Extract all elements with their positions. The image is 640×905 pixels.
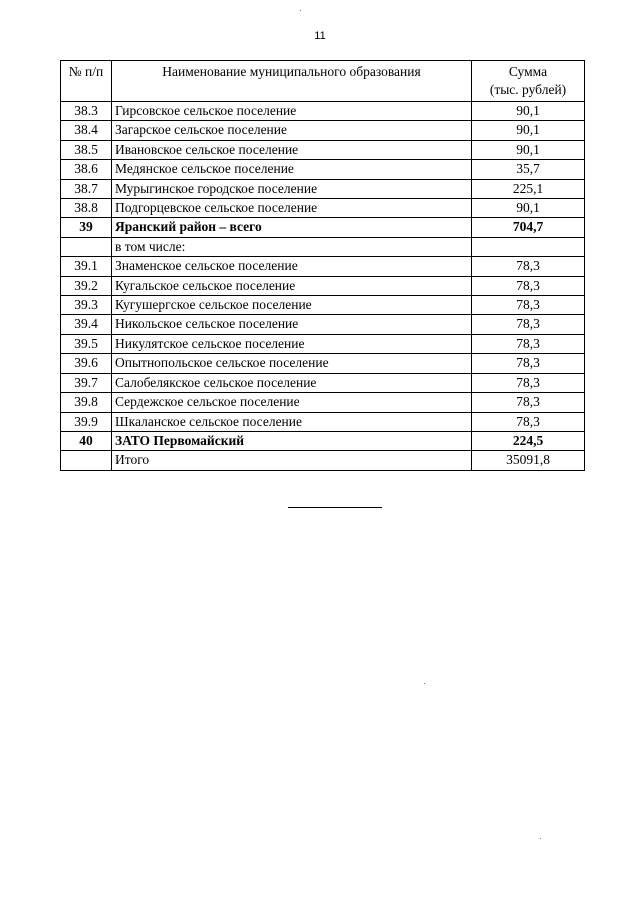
- header-sum-title: Сумма: [508, 64, 548, 79]
- row-sum: 225,1: [472, 179, 585, 198]
- row-municipality-name: ЗАТО Первомайский: [112, 431, 472, 450]
- row-number: 38.7: [61, 179, 112, 198]
- allocation-table: [60, 60, 585, 471]
- table-row: [61, 296, 585, 315]
- table-row: [61, 121, 585, 140]
- table-body: [61, 102, 585, 471]
- row-number: 39: [61, 218, 112, 237]
- row-municipality-name: Знаменское сельское поселение: [112, 257, 472, 276]
- row-sum: 90,1: [472, 199, 585, 218]
- table-row: [61, 334, 585, 353]
- row-sum: 90,1: [472, 121, 585, 140]
- table-row: [61, 140, 585, 159]
- table-row: [61, 218, 585, 237]
- table-row: [61, 237, 585, 256]
- table-row: [61, 276, 585, 295]
- row-number: 38.3: [61, 102, 112, 121]
- row-number: 39.5: [61, 334, 112, 353]
- row-sum: [472, 237, 585, 256]
- row-sum: 78,3: [472, 257, 585, 276]
- row-sum: 78,3: [472, 412, 585, 431]
- table-row: [61, 354, 585, 373]
- table-row: [61, 199, 585, 218]
- row-number: 39.6: [61, 354, 112, 373]
- row-number: 38.5: [61, 140, 112, 159]
- row-municipality-name: в том числе:: [112, 237, 472, 256]
- row-municipality-name: Салобелякское сельское поселение: [112, 373, 472, 392]
- scan-speck: [300, 10, 301, 11]
- row-municipality-name: Итого: [112, 451, 472, 470]
- row-municipality-name: Кугушергское сельское поселение: [112, 296, 472, 315]
- row-municipality-name: Никулятское сельское поселение: [112, 334, 472, 353]
- row-sum: 78,3: [472, 315, 585, 334]
- header-number: № п/п: [61, 61, 112, 102]
- header-sum: [472, 61, 585, 102]
- page-number: 11: [314, 30, 326, 42]
- closing-rule: [288, 507, 382, 508]
- row-municipality-name: Сердежское сельское поселение: [112, 393, 472, 412]
- row-number: 39.2: [61, 276, 112, 295]
- row-number: [61, 237, 112, 256]
- table-row: [61, 431, 585, 450]
- row-sum: 78,3: [472, 354, 585, 373]
- row-municipality-name: Подгорцевское сельское поселение: [112, 199, 472, 218]
- table-row: [61, 179, 585, 198]
- row-municipality-name: Мурыгинское городское поселение: [112, 179, 472, 198]
- row-number: 39.8: [61, 393, 112, 412]
- header-sum-unit: (тыс. рублей): [489, 82, 567, 97]
- row-sum: 78,3: [472, 373, 585, 392]
- scan-speck: [424, 683, 425, 684]
- row-sum: 35091,8: [472, 451, 585, 470]
- row-municipality-name: Шкаланское сельское поселение: [112, 412, 472, 431]
- row-sum: 90,1: [472, 102, 585, 121]
- row-number: 40: [61, 431, 112, 450]
- row-municipality-name: Кугальское сельское поселение: [112, 276, 472, 295]
- table-header-row: [61, 61, 585, 102]
- row-number: 38.8: [61, 199, 112, 218]
- row-sum: 35,7: [472, 160, 585, 179]
- table-row: [61, 412, 585, 431]
- row-municipality-name: Опытнопольское сельское поселение: [112, 354, 472, 373]
- table-row: [61, 451, 585, 470]
- table-row: [61, 373, 585, 392]
- row-number: [61, 451, 112, 470]
- row-number: 39.1: [61, 257, 112, 276]
- row-number: 38.4: [61, 121, 112, 140]
- row-municipality-name: Никольское сельское поселение: [112, 315, 472, 334]
- row-number: 39.7: [61, 373, 112, 392]
- row-municipality-name: Ивановское сельское поселение: [112, 140, 472, 159]
- table-row: [61, 393, 585, 412]
- table-row: [61, 102, 585, 121]
- row-number: 39.4: [61, 315, 112, 334]
- row-municipality-name: Яранский район – всего: [112, 218, 472, 237]
- row-sum: 78,3: [472, 393, 585, 412]
- row-number: 39.3: [61, 296, 112, 315]
- row-municipality-name: Гирсовское сельское поселение: [112, 102, 472, 121]
- row-sum: 90,1: [472, 140, 585, 159]
- scan-speck: [540, 838, 541, 839]
- row-number: 38.6: [61, 160, 112, 179]
- table-row: [61, 160, 585, 179]
- row-sum: 224,5: [472, 431, 585, 450]
- row-number: 39.9: [61, 412, 112, 431]
- row-municipality-name: Медянское сельское поселение: [112, 160, 472, 179]
- row-sum: 704,7: [472, 218, 585, 237]
- table-row: [61, 315, 585, 334]
- table-row: [61, 257, 585, 276]
- row-municipality-name: Загарское сельское поселение: [112, 121, 472, 140]
- row-sum: 78,3: [472, 334, 585, 353]
- row-sum: 78,3: [472, 296, 585, 315]
- header-municipality-name: Наименование муниципального образования: [112, 61, 472, 102]
- row-sum: 78,3: [472, 276, 585, 295]
